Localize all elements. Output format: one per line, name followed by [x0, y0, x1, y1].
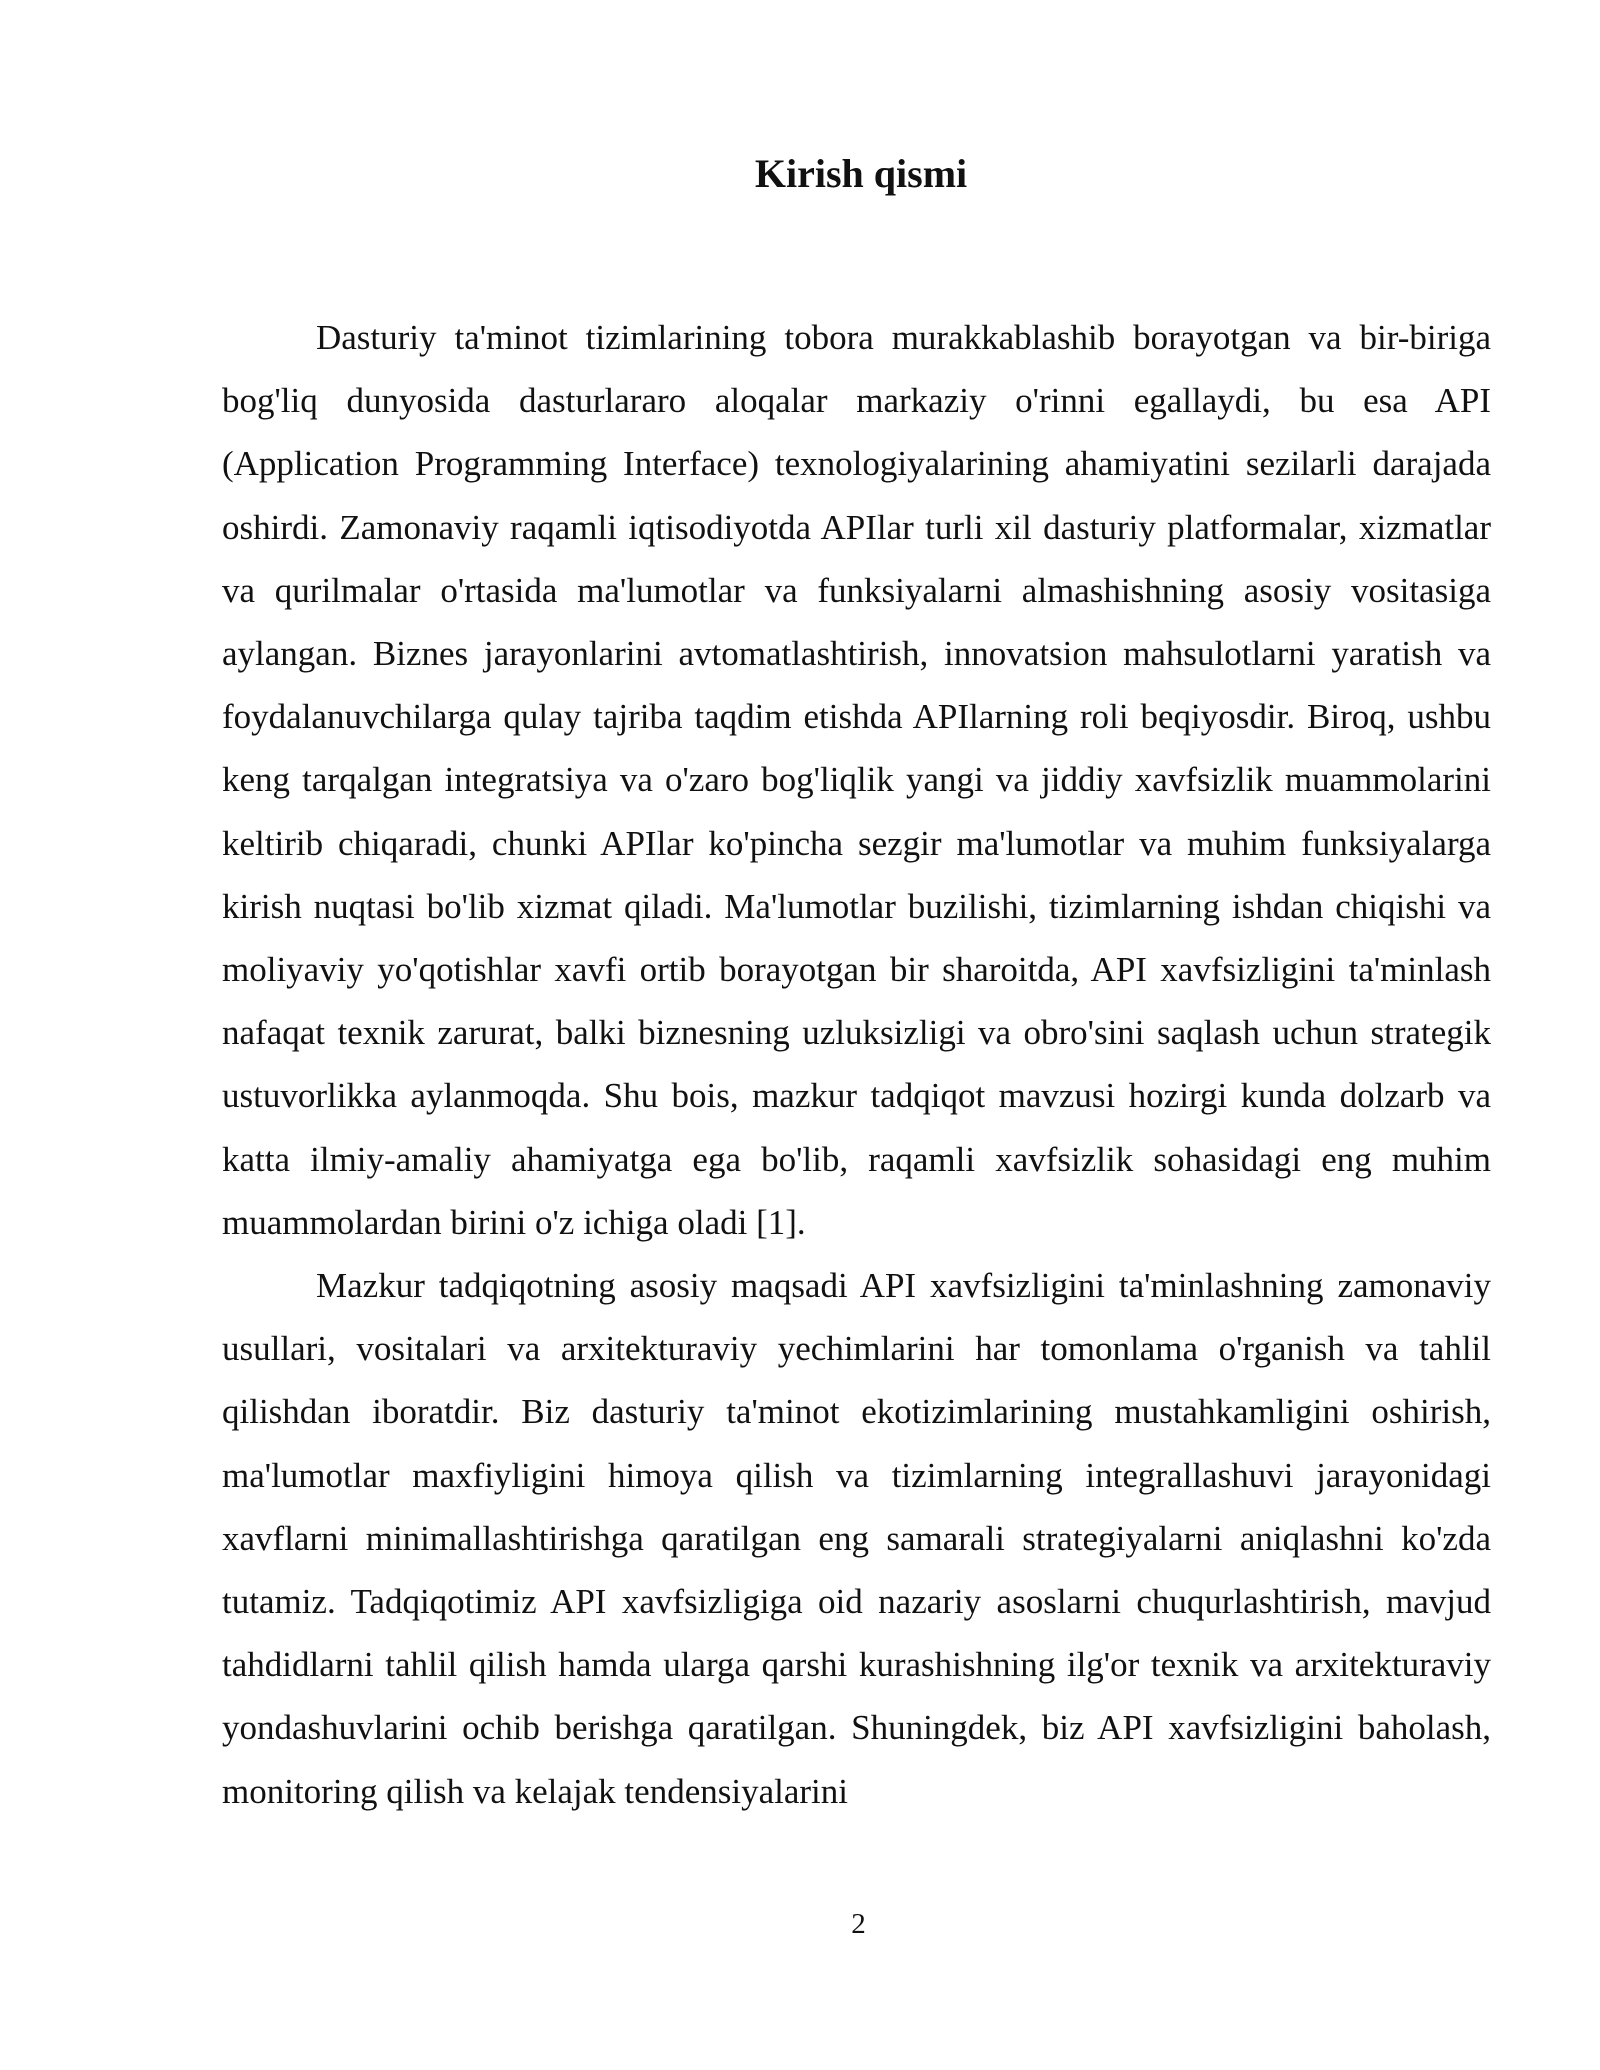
section-title: Kirish qismi: [754, 151, 968, 196]
paragraph-introduction: Dasturiy ta'minot tizimlarining tobora murakkablashib borayotgan va bir-biriga bog'liq dunyosida dasturlararo aloqalar markaziy o'rinni egallaydi, bu esa API (Application Programming Interface) texnologiyalarining ahamiyatini sezilarli darajada oshirdi. Zamonaviy raqamli iqtisodiyotda APIlar turli xil dasturiy platformalar, xizmatlar va qurilmalar o'rtasida ma'lumotlar va funksiyalarni almashishning asosiy vositasiga aylangan. Biznes jarayonlarini avtomatlashtirish, innovatsion mahsulotlarni yaratish va foydalanuvchilarga qulay tajriba taqdim etishda APIlarning roli beqiyosdir. Biroq, ushbu keng tarqalgan integratsiya va o'zaro bog'liqlik yangi va jiddiy xavfsizlik muammolarini keltirib chiqaradi, chunki APIlar ko'pincha sezgir ma'lumotlar va muhim funksiyalarga kirish nuqtasi bo'lib xizmat qiladi. Ma'lumotlar buzilishi, tizimlarning ishdan chiqishi va moliyaviy yo'qotishlar xavfi ortib borayotgan bir sharoitda, API xavfsizligini ta'minlash nafaqat texnik zarurat, balki biznesning uzluksizligi va obro'sini saqlash uchun strategik ustuvorlikka aylanmoqda. Shu bois, mazkur tadqiqot mavzusi hozirgi kunda dolzarb va katta ilmiy-amaliy ahamiyatga ega bo'lib, raqamli xavfsizlik sohasidagi eng muhim muammolardan birini o'z ichiga oladi [1].: [222, 318, 1491, 1242]
paragraph-research-goal: Mazkur tadqiqotning asosiy maqsadi API xavfsizligini ta'minlashning zamonaviy usullari, vositalari va arxitekturaviy yechimlarini har tomonlama o'rganish va tahlil qilishdan iboratdir. Biz dasturiy ta'minot ekotizimlarining mustahkamligini oshirish, ma'lumotlar maxfiyligini himoya qilish va tizimlarning integrallashuvi jarayonidagi xavflarni minimallashtirishga qaratilgan eng samarali strategiyalarni aniqlashni ko'zda tutamiz. Tadqiqotimiz API xavfsizligiga oid nazariy asoslarni chuqurlashtirish, mavjud tahdidlarni tahlil qilish hamda ularga qarshi kurashishning ilg'or texnik va arxitekturaviy yondashuvlarini ochib berishga qaratilgan. Shuningdek, biz API xavfsizligini baholash, monitoring qilish va kelajak tendensiyalarini: [222, 1266, 1491, 1811]
body-text: [222, 306, 1491, 1823]
page-number: 2: [851, 1908, 866, 1940]
